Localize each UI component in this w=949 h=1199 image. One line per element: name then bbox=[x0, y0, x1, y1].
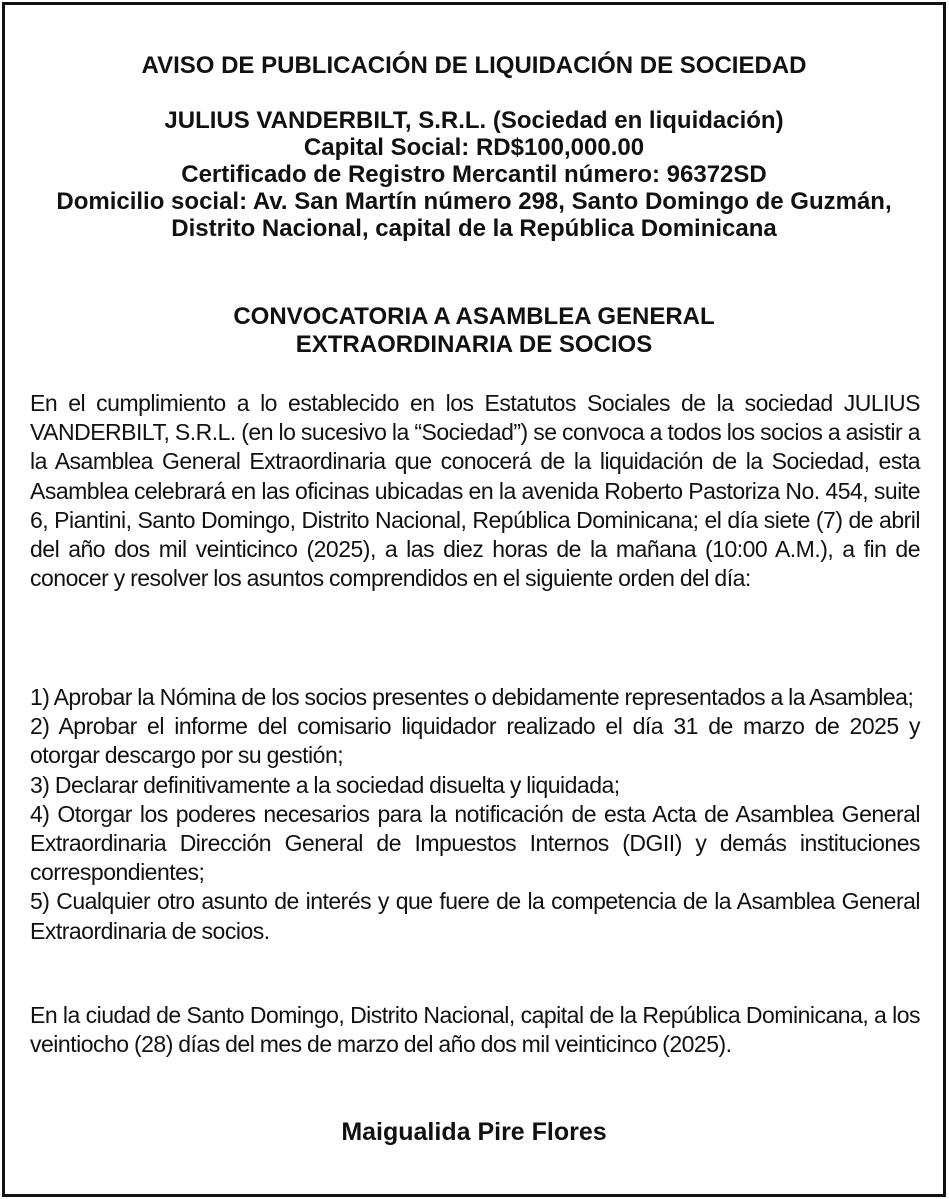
company-capital: Capital Social: RD$100,000.00 bbox=[303, 134, 645, 161]
company-registry: Certificado de Registro Mercantil número: 96372SD bbox=[181, 161, 767, 188]
convocation-title-line-1: CONVOCATORIA A ASAMBLEA GENERAL bbox=[233, 303, 715, 330]
agenda-item: 2) Aprobar el informe del comisario liquidador realizado el día 31 de marzo de 2025 y otorgar descargo por su gestión; bbox=[30, 713, 920, 769]
agenda-item: 1) Aprobar la Nómina de los socios presentes o debidamente representados a la Asamblea; bbox=[30, 684, 914, 710]
agenda-item: 4) Otorgar los poderes necesarios para la notificación de esta Acta de Asamblea General Extraordinaria Dirección General de Impuestos Internos (DGII) y demás instituciones correspondientes; bbox=[30, 800, 920, 886]
notice-title: AVISO DE PUBLICACIÓN DE LIQUIDACIÓN DE SOCIEDAD bbox=[141, 52, 807, 79]
agenda-item: 3) Declarar definitivamente a la sociedad disuelta y liquidada; bbox=[30, 771, 620, 798]
convocation-title bbox=[5, 303, 943, 359]
company-info bbox=[19, 107, 929, 242]
agenda-list bbox=[30, 683, 920, 946]
convocation-title-line-2: EXTRAORDINARIA DE SOCIOS bbox=[295, 331, 653, 358]
closing-paragraph: En la ciudad de Santo Domingo, Distrito Nacional, capital de la República Dominicana, a los veintiocho (28) días del mes de marzo del año dos mil veinticinco (2025). bbox=[30, 1002, 920, 1058]
signature-name: Maigualida Pire Flores bbox=[341, 1118, 607, 1146]
company-district: Distrito Nacional, capital de la República Dominicana bbox=[171, 215, 777, 242]
agenda-item: 5) Cualquier otro asunto de interés y que fuere de la competencia de la Asamblea General Extraordinaria de socios. bbox=[30, 888, 920, 944]
company-name: JULIUS VANDERBILT, S.R.L. (Sociedad en liquidación) bbox=[164, 107, 784, 134]
company-domicile: Domicilio social: Av. San Martín número 298, Santo Domingo de Guzmán, bbox=[56, 188, 892, 215]
intro-paragraph: En el cumplimiento a lo establecido en los Estatutos Sociales de la sociedad JULIUS VANDERBILT, S.R.L. (en lo sucesivo la “Sociedad”) se convoca a todos los socios a asistir a la Asamblea General Extraordinaria que conocerá de la liquidación de la Sociedad, esta Asamblea celebrará en las oficinas ubicadas en la avenida Roberto Pastoriza No. 454, suite 6, Piantini, Santo Domingo, Distrito Nacional, República Dominicana; el día siete (7) de abril del año dos mil veinticinco (2025), a las diez horas de la mañana (10:00 A.M.), a fin de conocer y resolver los asuntos comprendidos en el siguiente orden del día: bbox=[30, 390, 920, 592]
legal-notice-frame bbox=[2, 2, 946, 1197]
